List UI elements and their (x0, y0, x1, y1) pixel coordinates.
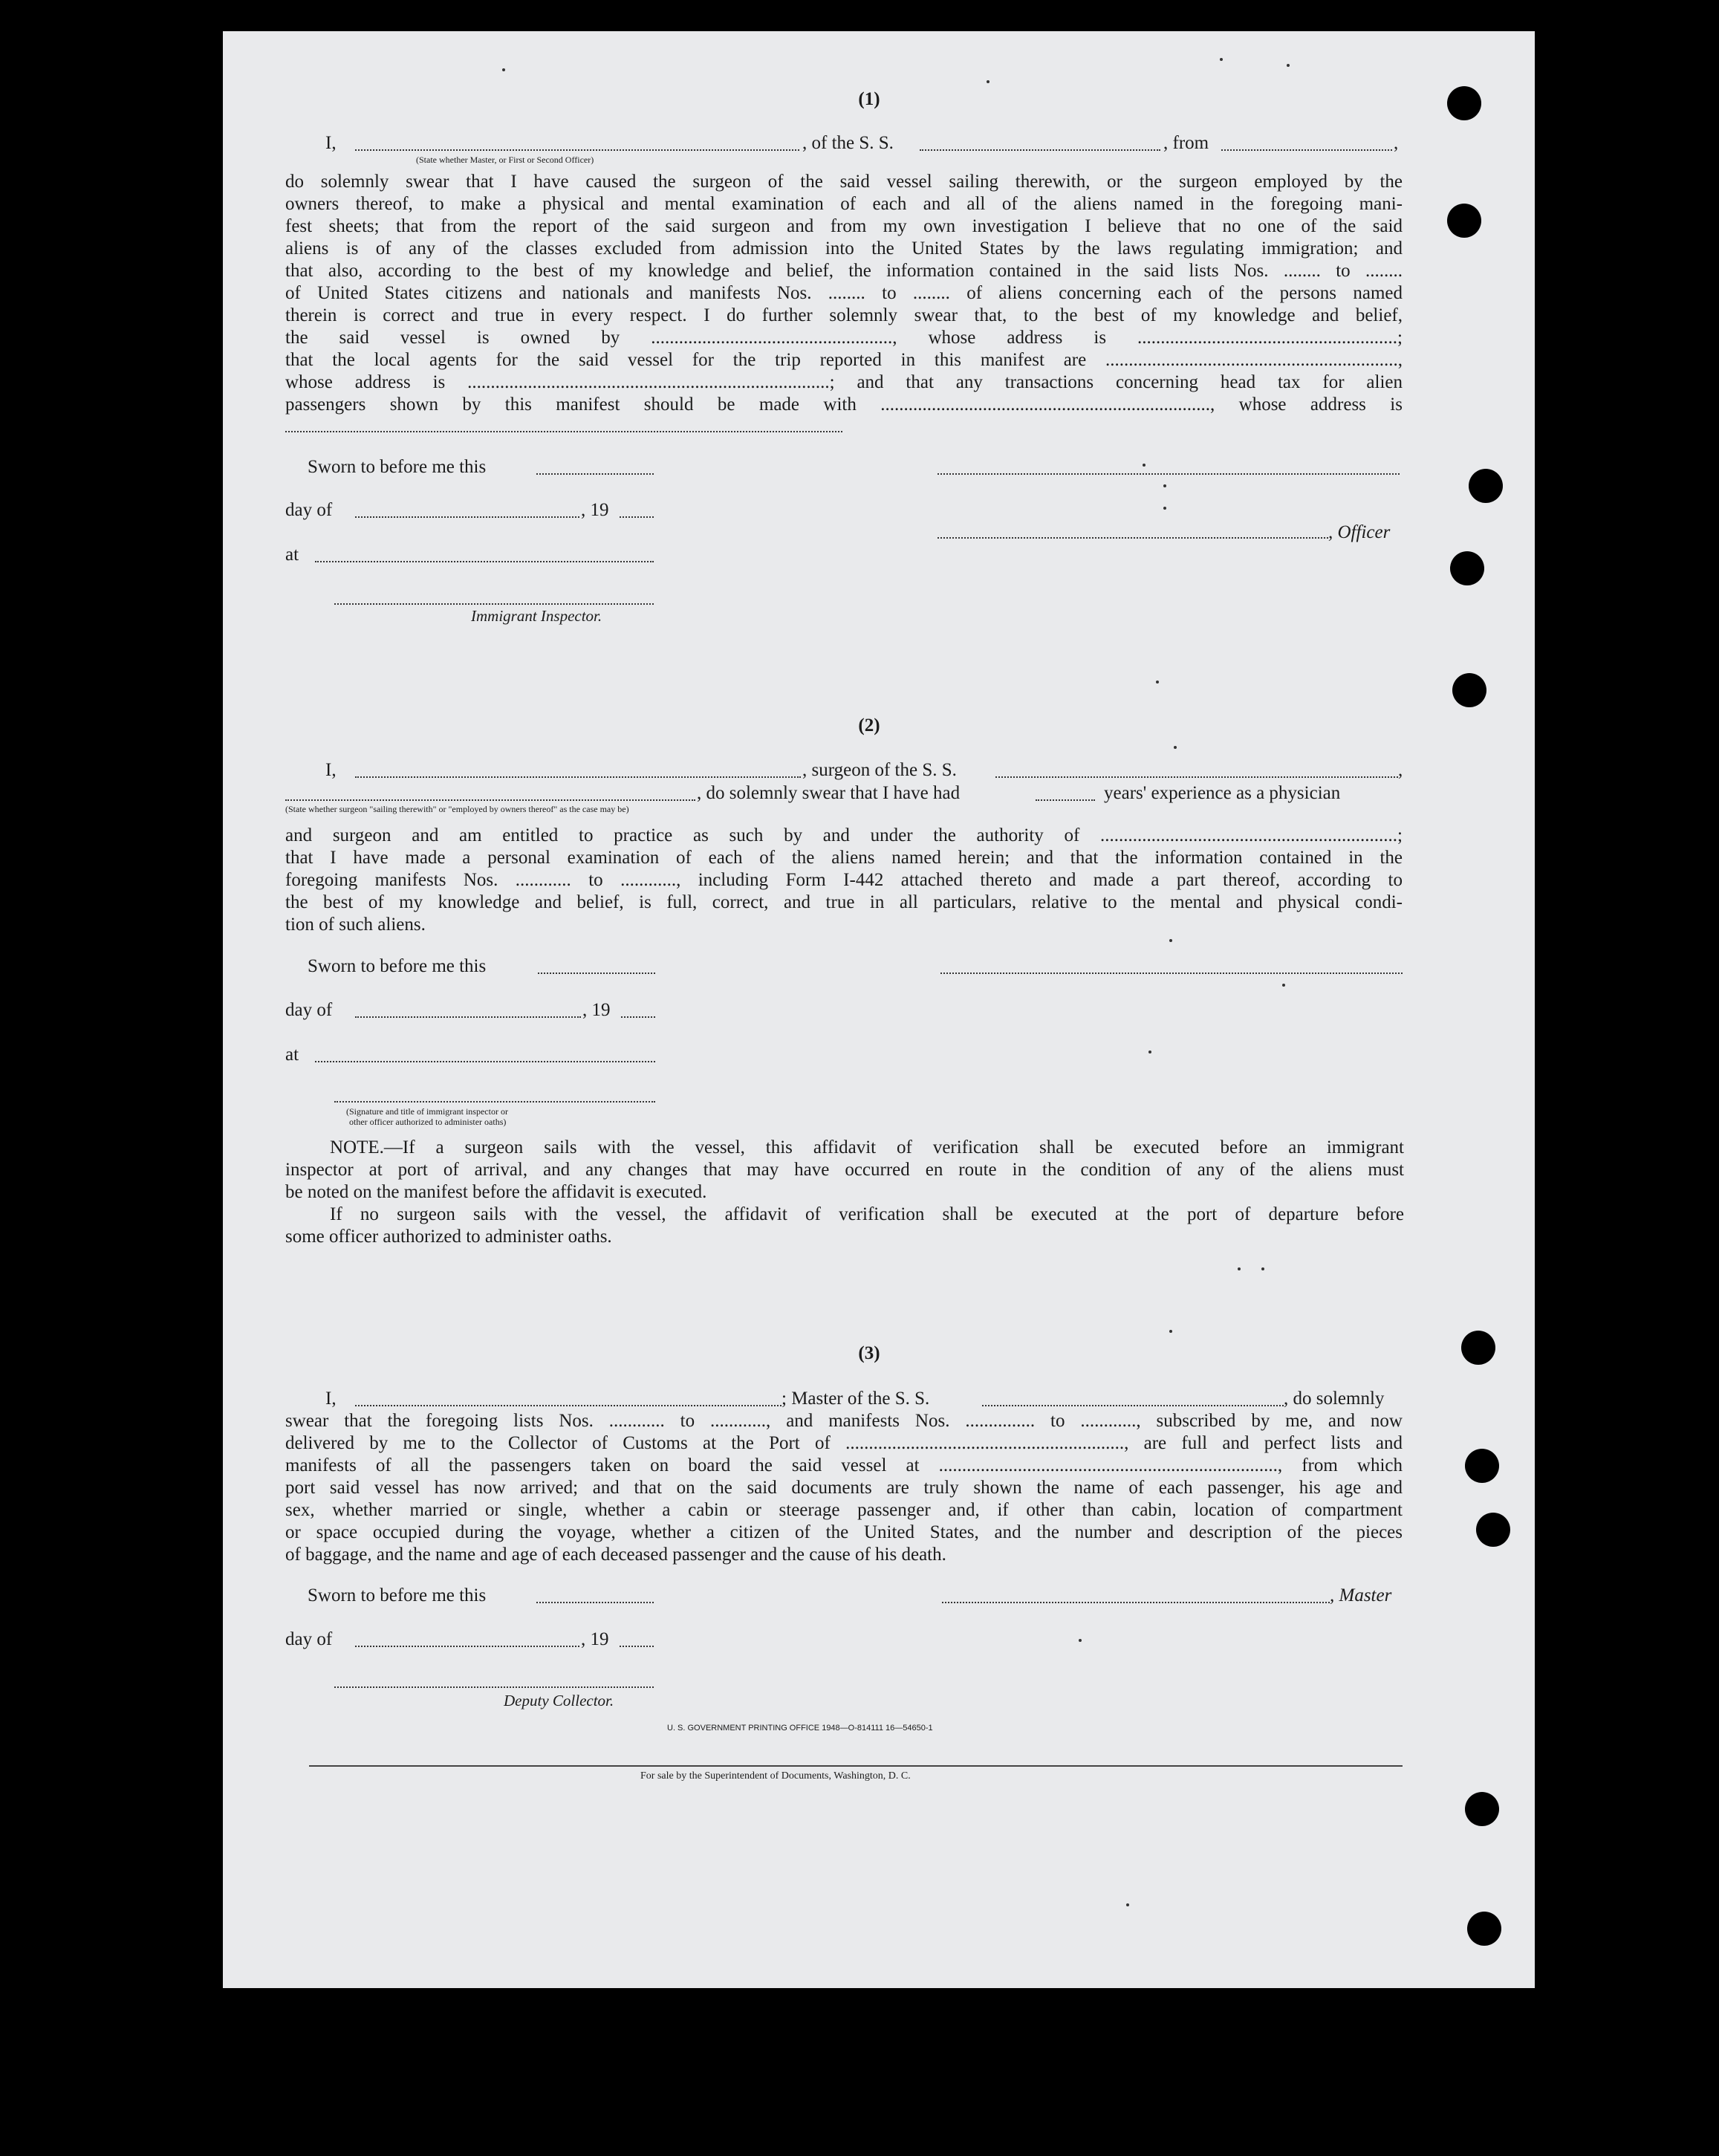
s2-sig-hint-2: other officer authorized to administer oaths) (349, 1117, 507, 1127)
s1-ofss-label: , of the S. S. (802, 133, 894, 153)
s1-dayof-label: day of (285, 500, 333, 520)
punch-hole-icon (1447, 86, 1481, 120)
punch-hole-icon (1476, 1513, 1510, 1547)
s2-year-label: , 19 (582, 1000, 611, 1020)
s2-note (285, 1137, 1404, 1248)
s2-i-label: I, (325, 760, 337, 780)
s2-oath-line: foregoing manifests Nos. ............ to ............, including Form I-442 attached thereto and made a part thereof, according to (285, 870, 1403, 890)
scan-speck (1169, 1330, 1172, 1333)
s2-dayof-label: day of (285, 1000, 333, 1020)
s1-oath-line: of United States citizens and nationals and manifests Nos. ........ to ........ of aliens concerning each of the persons named (285, 283, 1403, 303)
s1-oath-line: aliens is of any of the classes excluded from admission into the United States by the laws regulating immigration; and (285, 238, 1403, 259)
punch-hole-icon (1467, 1912, 1501, 1946)
s2-oath-line: tion of such aliens. (285, 915, 426, 935)
s2-at-label: at (285, 1045, 299, 1065)
s1-at-field[interactable] (315, 561, 654, 562)
section-2-heading: (2) (858, 715, 880, 736)
scan-speck (1079, 1639, 1082, 1642)
s2-oath-text (285, 825, 1403, 936)
punch-hole-icon (1452, 673, 1486, 707)
punch-hole-icon (1465, 1449, 1499, 1483)
s1-oath-line: do solemnly swear that I have caused the surgeon of the said vessel sailing therewith, or the surgeon employed by the (285, 172, 1403, 192)
s1-from-label: , from (1163, 133, 1209, 153)
s3-vessel-field[interactable] (982, 1405, 1284, 1406)
s1-oath-line: passengers shown by this manifest should be made with ......................................................................., whose address is (285, 394, 1403, 415)
s2-sig-hint-1: (Signature and title of immigrant inspector or (346, 1106, 508, 1117)
s1-from-field[interactable] (1221, 149, 1392, 151)
s1-oath-line: whose address is ..............................................................................; and that any transactions concerning head tax for alien (285, 372, 1403, 392)
sale-notice: For sale by the Superintendent of Documents, Washington, D. C. (640, 1770, 911, 1782)
s1-officer-label: , Officer (1328, 522, 1391, 542)
s3-dayof-label: day of (285, 1629, 333, 1649)
s3-oath-line: of baggage, and the name and age of each deceased passenger and the cause of his death. (285, 1545, 946, 1565)
s3-collector-label: Deputy Collector. (504, 1692, 614, 1709)
scan-speck (1220, 58, 1223, 61)
s3-i-label: I, (325, 1389, 337, 1409)
s2-sworn-label: Sworn to before me this (308, 956, 487, 976)
scan-speck (1282, 984, 1285, 987)
s2-years-label: years' experience as a physician (1104, 783, 1341, 803)
scan-speck (1126, 1903, 1129, 1906)
s3-name-field[interactable] (355, 1405, 781, 1406)
s2-signature-field[interactable] (940, 973, 1403, 974)
s3-oath-line: swear that the foregoing lists Nos. ............ to ............, and manifests Nos. ............... to ............, subscribed by me, and now (285, 1411, 1403, 1431)
s3-oath-line: port said vessel has now arrived; and that on the said documents are truly shown the name of each passenger, his age and (285, 1478, 1403, 1498)
s2-note-line: some officer authorized to administer oaths. (285, 1227, 612, 1247)
s1-oath-text (285, 171, 1403, 416)
s3-oath-line: or space occupied during the voyage, whether a citizen of the United States, and the number and description of the pieces (285, 1522, 1403, 1542)
s2-at-field[interactable] (315, 1061, 655, 1062)
s3-solemnly-label: , do solemnly (1284, 1389, 1385, 1409)
s2-note-line: If no surgeon sails with the vessel, the affidavit of verification shall be executed at the port of departure before (330, 1204, 1404, 1224)
punch-hole-icon (1465, 1792, 1499, 1826)
s1-oath-line: fest sheets; that from the report of the said surgeon and from my own investigation I believe that no one of the said (285, 216, 1403, 236)
s1-oath-line: that also, according to the best of my knowledge and belief, the information contained in the said lists Nos. ........ to ........ (285, 261, 1403, 281)
s2-status-field[interactable] (285, 799, 695, 801)
s2-name-field[interactable] (355, 776, 801, 778)
s2-swear-label: , do solemnly swear that I have had (697, 783, 961, 803)
s3-collector-signature-field[interactable] (334, 1686, 654, 1688)
scan-speck (1238, 1267, 1241, 1270)
s2-surgeon-label: , surgeon of the S. S. (802, 760, 957, 780)
s2-oath-line: the best of my knowledge and belief, is full, correct, and true in all particulars, relative to the mental and physical condi- (285, 892, 1403, 912)
s1-name-field[interactable] (355, 149, 799, 151)
scan-speck (1174, 746, 1177, 749)
s1-sworn-label: Sworn to before me this (308, 457, 487, 477)
s3-oath-line: delivered by me to the Collector of Customs at the Port of ............................................................, are full and perfect lists and (285, 1433, 1403, 1453)
s2-oath-line: and surgeon and am entitled to practice as such by and under the authority of ................................................................; (285, 825, 1403, 845)
s1-oath-line: the said vessel is owned by ...................................................., whose address is ........................................................; (285, 328, 1403, 348)
scan-speck (1169, 939, 1172, 942)
scan-speck (502, 68, 505, 71)
s2-day-field[interactable] (355, 1016, 581, 1018)
scan-speck (1143, 464, 1146, 467)
s2-year-field[interactable] (621, 1016, 655, 1018)
s1-i-label: I, (325, 133, 337, 153)
s3-oath-line: manifests of all the passengers taken on board the said vessel at ........................................................................., from which (285, 1455, 1403, 1475)
scan-speck (1261, 1267, 1264, 1270)
s1-sworn-field[interactable] (536, 473, 654, 475)
s1-oath-line: that the local agents for the said vessel for the trip reported in this manifest are ..............................................................., (285, 350, 1403, 370)
section-3-heading: (3) (858, 1343, 880, 1363)
s1-year-label: , 19 (581, 500, 609, 520)
s1-oath-line: therein is correct and true in every respect. I do further solemnly swear that, to the best of my knowledge and belief, (285, 305, 1403, 325)
s1-address-field[interactable] (285, 431, 842, 432)
s2-comma: , (1398, 760, 1403, 780)
scan-speck (1156, 681, 1159, 684)
s3-oath-text (285, 1410, 1403, 1566)
s1-comma: , (1394, 133, 1399, 153)
s3-master-label: ; Master of the S. S. (781, 1389, 930, 1409)
scan-speck (1287, 64, 1290, 67)
punch-hole-icon (1447, 204, 1481, 238)
punch-hole-icon (1450, 551, 1484, 585)
s3-master-signature-field[interactable] (942, 1602, 1330, 1603)
punch-hole-icon (1461, 1331, 1495, 1365)
s1-officer-field[interactable] (938, 537, 1328, 539)
s1-oath-line: owners thereof, to make a physical and mental examination of each and all of the aliens named in the foregoing mani- (285, 194, 1403, 214)
s3-day-field[interactable] (355, 1646, 579, 1647)
footer-rule (309, 1765, 1403, 1767)
s3-master-sig-label: , Master (1330, 1585, 1392, 1605)
scan-speck (1163, 484, 1166, 487)
gpo-imprint: U. S. GOVERNMENT PRINTING OFFICE 1948—O-814111 16—54650-1 (667, 1724, 933, 1733)
s1-at-label: at (285, 545, 299, 565)
s2-note-line: be noted on the manifest before the affidavit is executed. (285, 1182, 707, 1202)
s2-sworn-field[interactable] (538, 973, 655, 974)
punch-hole-icon (1469, 469, 1503, 503)
s3-year-field[interactable] (620, 1646, 654, 1647)
s1-signature-field[interactable] (938, 473, 1400, 475)
s1-year-field[interactable] (620, 516, 654, 518)
s3-year-label: , 19 (581, 1629, 609, 1649)
s3-sworn-label: Sworn to before me this (308, 1585, 487, 1605)
s1-hint: (State whether Master, or First or Second Officer) (416, 155, 594, 165)
s3-oath-line: sex, whether married or single, whether a cabin or steerage passenger and, if other than cabin, location of compartment (285, 1500, 1403, 1520)
s2-note-line: inspector at port of arrival, and any changes that may have occurred en route in the condition of any of the aliens must (285, 1160, 1404, 1180)
scan-speck (1148, 1051, 1151, 1053)
s2-inspector-signature-field[interactable] (334, 1101, 655, 1103)
s1-inspector-label: Immigrant Inspector. (471, 607, 602, 625)
section-1-heading: (1) (858, 89, 880, 109)
s2-years-field[interactable] (1036, 799, 1095, 801)
s3-sworn-field[interactable] (536, 1602, 654, 1603)
s2-note-line: NOTE.—If a surgeon sails with the vessel, this affidavit of verification shall be executed before an immigrant (330, 1137, 1404, 1157)
scan-speck (987, 80, 990, 83)
s1-vessel-field[interactable] (920, 149, 1160, 151)
s2-oath-line: that I have made a personal examination of each of the aliens named herein; and that the information contained in the (285, 848, 1403, 868)
s2-vessel-field[interactable] (995, 776, 1398, 778)
s1-day-field[interactable] (355, 516, 579, 518)
s2-hint: (State whether surgeon "sailing therewith" or "employed by owners thereof" as the case may be) (285, 804, 629, 814)
scan-speck (1163, 507, 1166, 510)
